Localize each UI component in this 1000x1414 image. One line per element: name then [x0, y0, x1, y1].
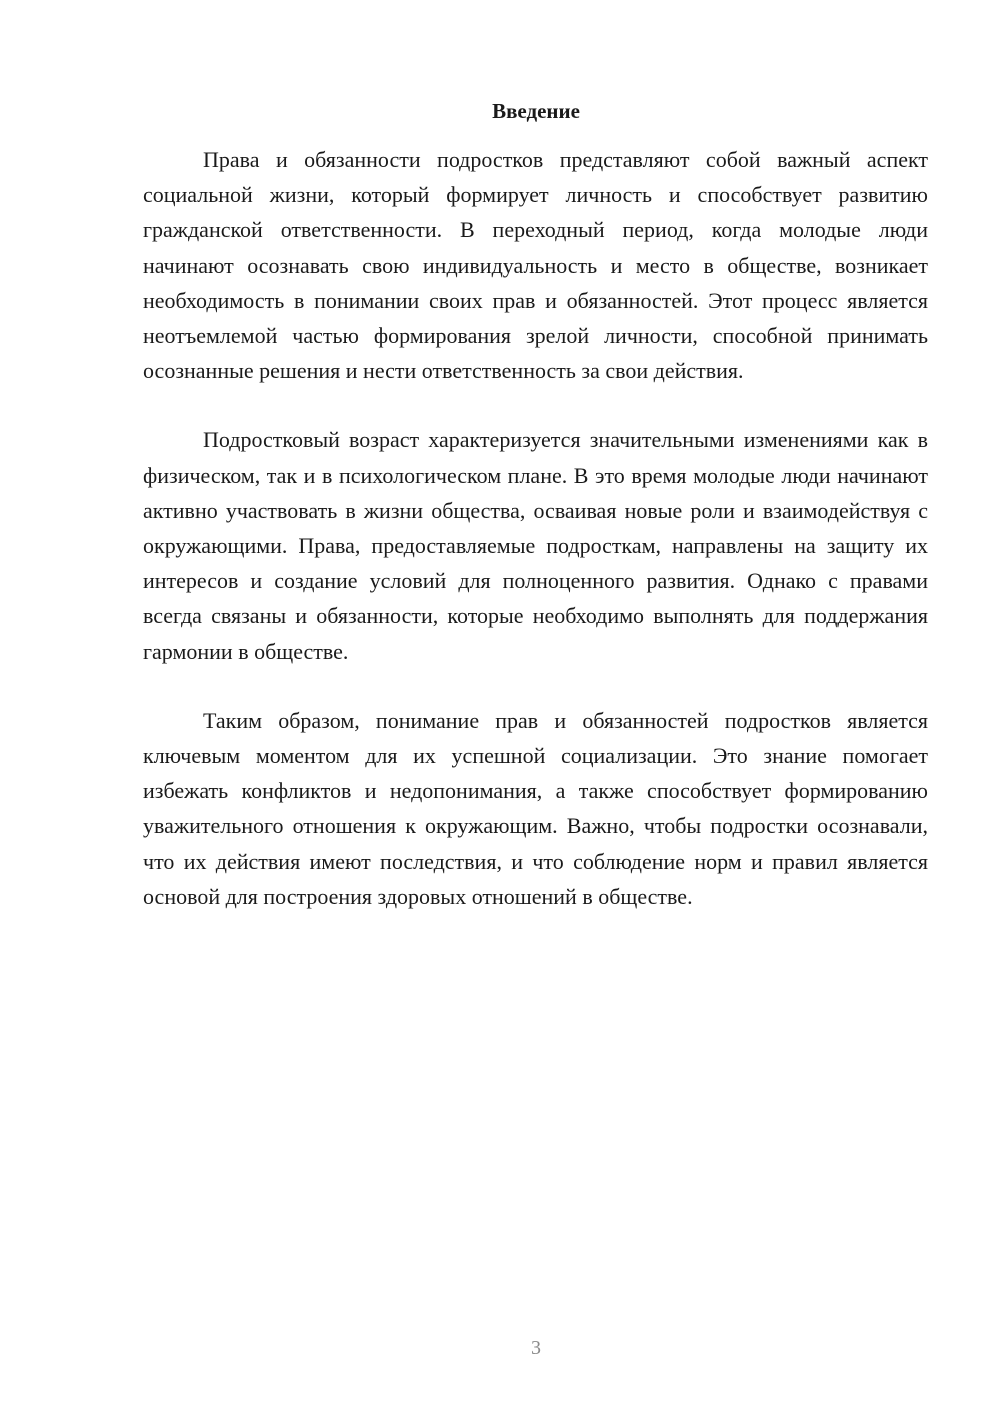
paragraph-2: Подростковый возраст характеризуется значительными изменениями как в физическом, так и в психологическом плане. В это время молодые люди начинают активно участвовать в жизни общества, осваивая новые роли и взаимодействуя с окружающими. Права, предоставляемые подросткам, направлены на защиту их интересов и создание условий для полноценного развития. Однако с правами всегда связаны и обязанности, которые необходимо выполнять для поддержания гармонии в обществе. [143, 427, 928, 664]
page-number: 3 [531, 1337, 541, 1359]
paragraph-3: Таким образом, понимание прав и обязанностей подростков является ключевым моментом для их успешной социализации. Это знание помогает избежать конфликтов и недопонимания, а также способствует формированию уважительного отношения к окружающим. Важно, чтобы подростки осознавали, что их действия имеют последствия, и что соблюдение норм и правил является основой для построения здоровых отношений в обществе. [143, 707, 928, 909]
document-body [143, 142, 928, 948]
page-title: Введение [492, 99, 580, 123]
paragraph-1: Права и обязанности подростков представляют собой важный аспект социальной жизни, который формирует личность и способствует развитию гражданской ответственности. В переходный период, когда молодые люди начинают осознавать свою индивидуальность и место в обществе, возникает необходимость в понимании своих прав и обязанностей. Этот процесс является неотъемлемой частью формирования зрелой личности, способной принимать осознанные решения и нести ответственность за свои действия. [143, 147, 928, 384]
